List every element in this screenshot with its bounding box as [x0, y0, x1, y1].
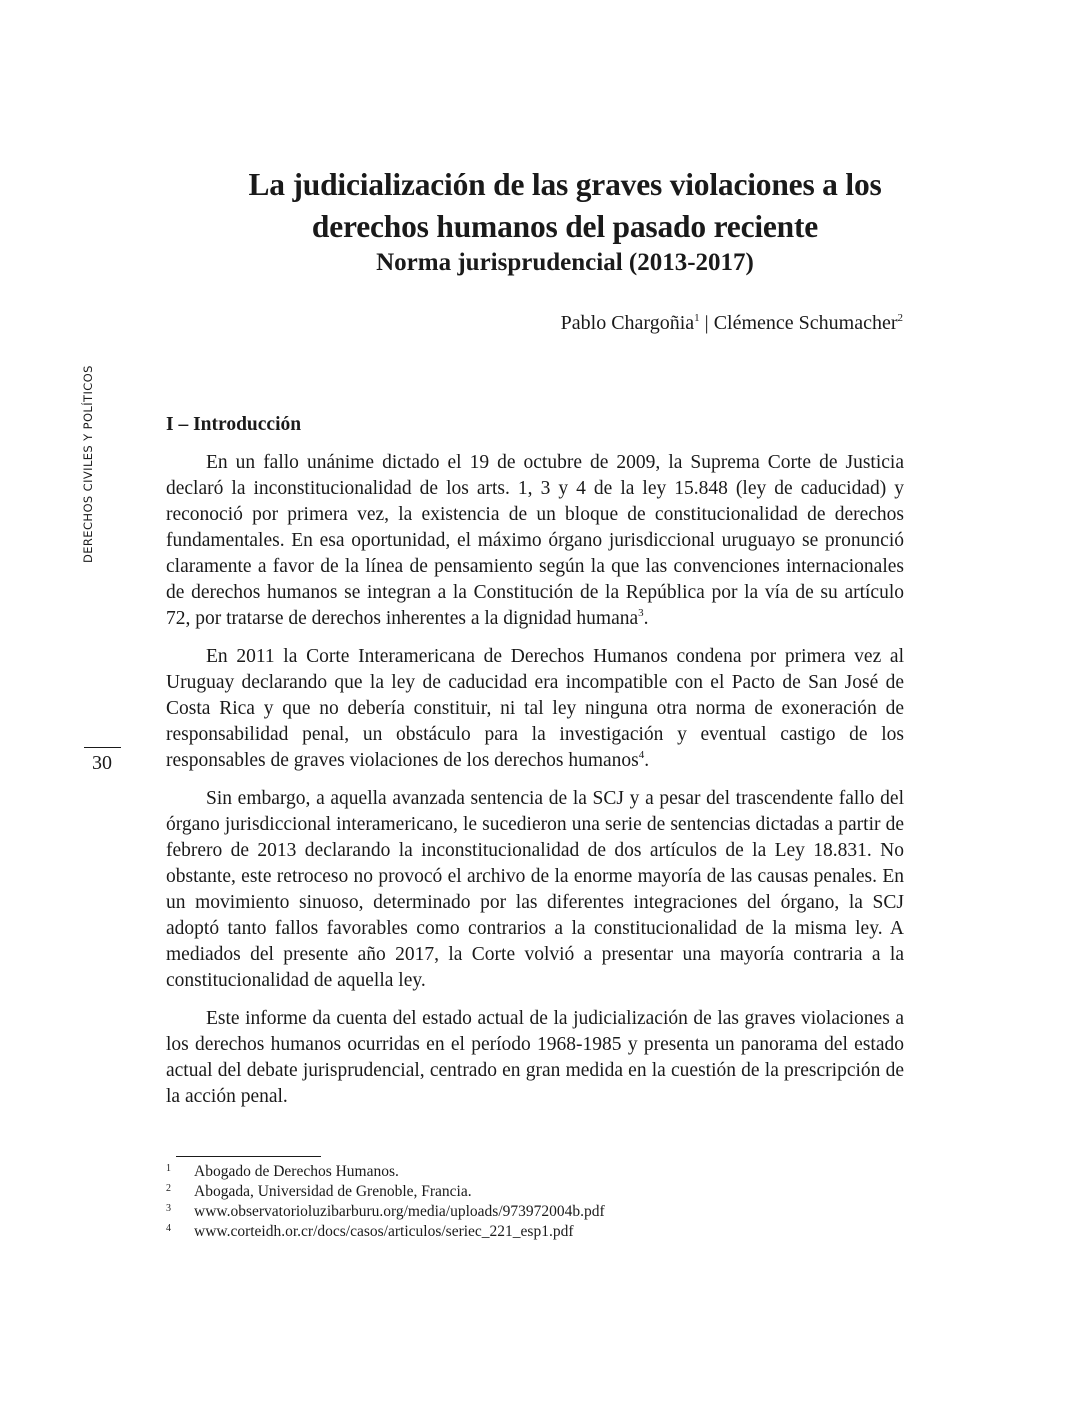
author-name: Clémence Schumacher: [713, 312, 898, 334]
footnote-link[interactable]: www.observatorioluzibarburu.org/media/uploads/973972004b.pdf: [194, 1203, 605, 1220]
page-number: 30: [92, 752, 112, 774]
footnote: [166, 1182, 926, 1202]
footnote-text: Abogado de Derechos Humanos.: [194, 1163, 399, 1180]
footnote-number: 3: [166, 1203, 171, 1214]
author-separator: |: [699, 312, 714, 334]
paragraph: [166, 450, 904, 632]
footnote-text: Abogada, Universidad de Grenoble, Francia.: [194, 1183, 472, 1200]
paragraph: [166, 1006, 904, 1110]
page-title-line-1: La judicialización de las graves violaciones a los: [248, 167, 882, 202]
paragraph-text: En un fallo unánime dictado el 19 de octubre de 2009, la Suprema Corte de Justicia declaró la inconstitucionalidad de los arts. 1, 3 y 4 de la ley 15.848 (ley de caducidad) y reconoció por primera vez, la existencia de un bloque de constitucionalidad de derechos fundamentales. En esa oportunidad, el máximo órgano jurisdiccional uruguayo se pronunció claramente a favor de la línea de pensamiento según la que las convenciones internacionales de derechos humanos se integran a la Constitución de la República por la vía de su artículo 72, por tratarse de derechos inherentes a la dignidad humana: [166, 452, 904, 629]
footnote-ref[interactable]: 1: [694, 312, 700, 324]
title-block: [150, 164, 980, 278]
page-number-rule: [84, 747, 121, 748]
footnote-ref[interactable]: 3: [638, 607, 644, 619]
paragraph-text: Este informe da cuenta del estado actual de la judicialización de las graves violaciones a los derechos humanos ocurridas en el período 1968-1985 y presenta un panorama del estado actual del debate jurisprudencial, centrado en gran medida en la cuestión de la prescripción de la acción penal.: [166, 1008, 904, 1107]
footnote: [166, 1162, 926, 1182]
footnote-number: 2: [166, 1183, 171, 1194]
paragraph-text: Sin embargo, a aquella avanzada sentencia de la SCJ y a pesar del trascendente fallo del órgano jurisdiccional interamericano, le sucedieron una serie de sentencias dictadas a partir de febrero de 2013 declarando la inconstitucionalidad de dos artículos de la Ley 18.831. No obstante, este retroceso no provocó el archivo de la enorme mayoría de las causas penales. En un movimiento sinuoso, determinado por las diferentes integraciones del órgano, la SCJ adoptó tanto fallos favorables como contrarios a la constitucionalidad de la misma ley. A mediados del presente año 2017, la Corte volvió a presentar una mayoría contraria a la constitucionalidad de aquella ley.: [166, 788, 904, 991]
body-text: [166, 450, 904, 1122]
footnotes: [166, 1162, 926, 1242]
paragraph-text: En 2011 la Corte Interamericana de Derechos Humanos condena por primera vez al Uruguay declarando que la ley de caducidad era incompatible con el Pacto de San José de Costa Rica y que no debería constituir, ni tal ley ninguna otra norma de exoneración de responsabilidad penal, un obstáculo para la investigación y eventual castigo de los responsables de graves violaciones de los derechos humanos: [166, 646, 904, 771]
author-line: [561, 312, 903, 335]
footnote-ref[interactable]: 2: [897, 312, 903, 324]
footnote-link[interactable]: www.corteidh.or.cr/docs/casos/articulos/seriec_221_esp1.pdf: [194, 1223, 574, 1240]
footnote-separator: [176, 1156, 321, 1157]
section-side-label: DERECHOS CIVILES Y POLÍTICOS: [81, 365, 95, 563]
page-subtitle: Norma jurisprudencial (2013-2017): [376, 249, 754, 276]
paragraph-end: .: [643, 608, 649, 629]
author-name: Pablo Chargoñia: [560, 312, 695, 334]
footnote-ref[interactable]: 4: [638, 749, 645, 761]
footnote: [166, 1222, 926, 1242]
paragraph: [166, 786, 904, 994]
footnote-number: 4: [166, 1223, 171, 1234]
page-title-line-2: derechos humanos del pasado reciente: [311, 209, 819, 244]
paragraph: [166, 644, 904, 774]
footnote-number: 1: [166, 1163, 171, 1174]
paragraph-end: .: [644, 750, 650, 771]
footnote: [166, 1202, 926, 1222]
section-heading: I – Introducción: [166, 414, 302, 435]
